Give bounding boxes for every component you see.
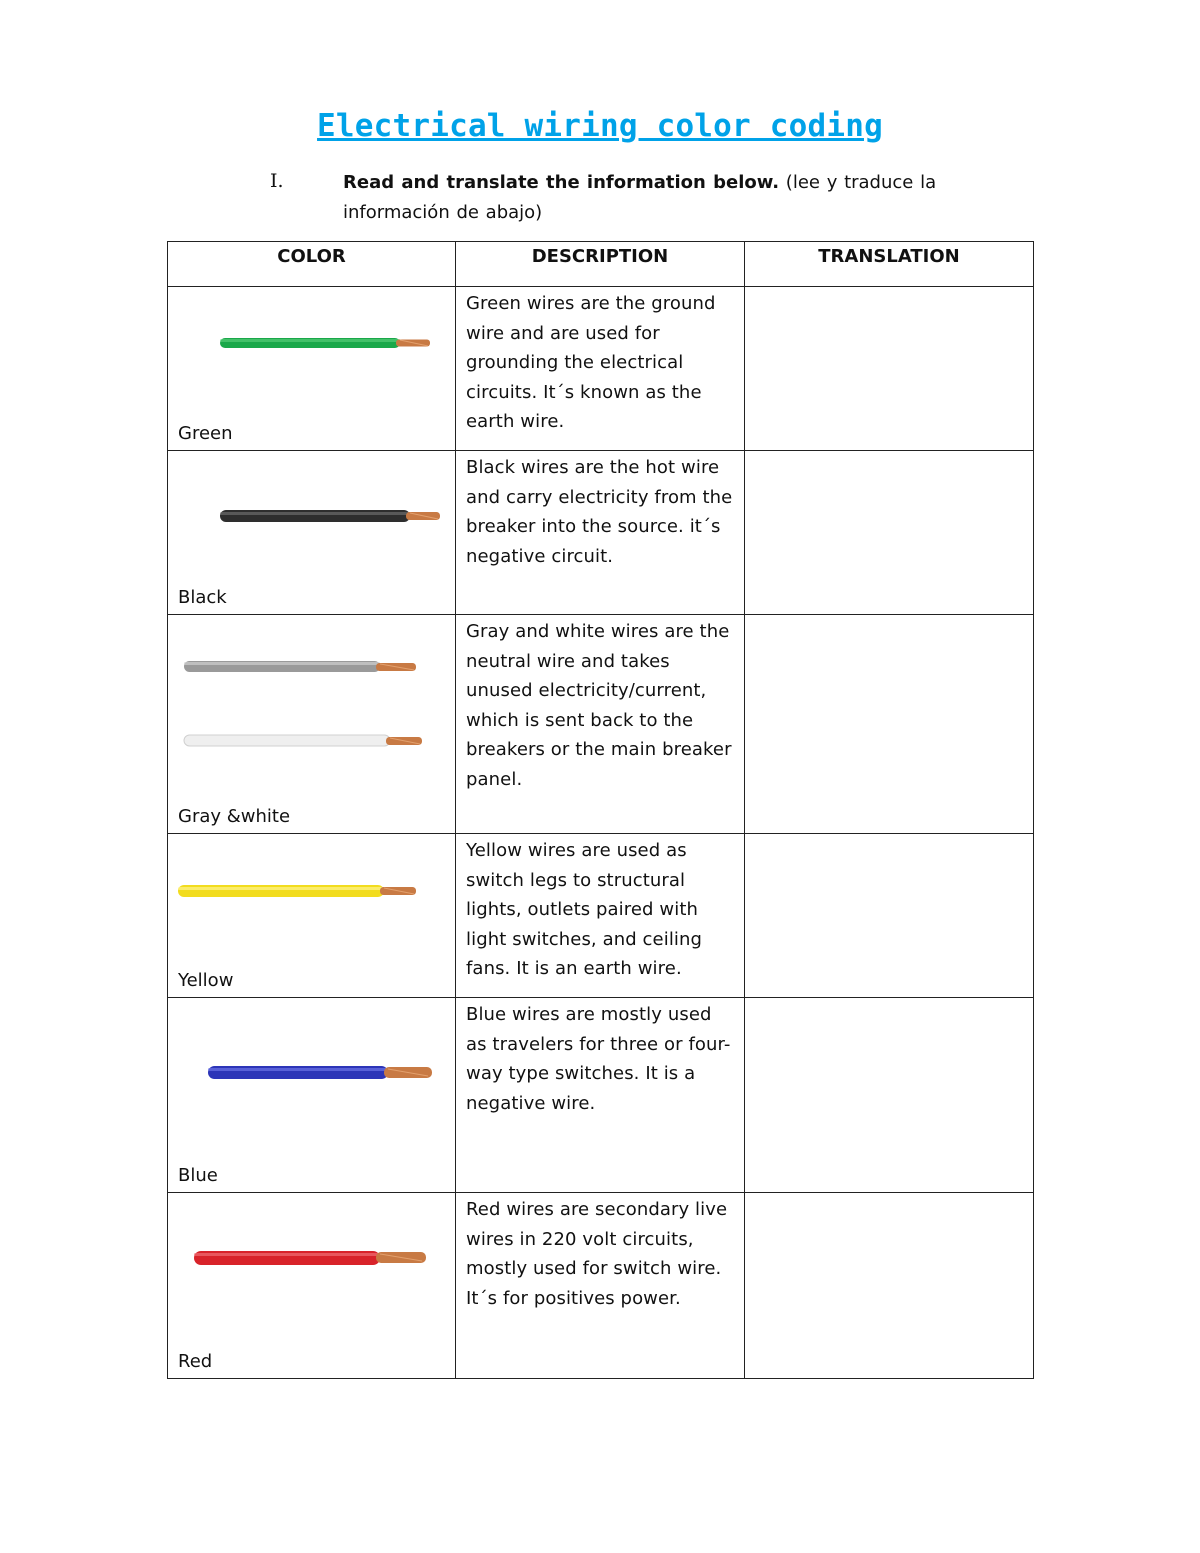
white-wire-image <box>182 731 428 751</box>
instruction-number: I. <box>270 170 284 192</box>
yellow-wire-image <box>176 882 420 900</box>
translation-cell[interactable] <box>745 451 1034 615</box>
gray-wire-image <box>182 657 422 677</box>
color-cell-blue <box>168 998 456 1193</box>
description-cell: Blue wires are mostly used as travelers for three or four-way type switches. It is a negative wire. <box>456 998 745 1193</box>
color-cell-black <box>168 451 456 615</box>
table-header-row <box>168 242 1034 287</box>
instruction-text <box>343 168 1033 228</box>
table-row <box>168 451 1034 615</box>
color-cell-yellow <box>168 834 456 998</box>
color-label: Blue <box>178 1165 218 1186</box>
color-label: Red <box>178 1351 213 1372</box>
translation-cell[interactable] <box>745 834 1034 998</box>
color-cell-green <box>168 287 456 451</box>
instruction-bold: Read and translate the information below. <box>343 172 780 193</box>
table-row <box>168 1193 1034 1379</box>
color-label: Green <box>178 423 233 444</box>
color-label: Gray &white <box>178 806 291 827</box>
table-row <box>168 615 1034 834</box>
translation-cell[interactable] <box>745 998 1034 1193</box>
description-cell: Gray and white wires are the neutral wire and takes unused electricity/current, which is sent back to the breakers or the main breaker panel. <box>456 615 745 834</box>
description-cell: Green wires are the ground wire and are used for grounding the electrical circuits. It´s known as the earth wire. <box>456 287 745 451</box>
translation-cell[interactable] <box>745 1193 1034 1379</box>
color-cell-gray-white <box>168 615 456 834</box>
instruction-spanish: (lee y traduce la información de abajo) <box>343 172 937 223</box>
description-cell: Red wires are secondary live wires in 220 volt circuits, mostly used for switch wire. It´s for positives power. <box>456 1193 745 1379</box>
description-cell: Black wires are the hot wire and carry electricity from the breaker into the source. it´s negative circuit. <box>456 451 745 615</box>
color-cell-red <box>168 1193 456 1379</box>
header-translation: TRANSLATION <box>745 242 1034 287</box>
table-row <box>168 834 1034 998</box>
table-row <box>168 998 1034 1193</box>
page-title: Electrical wiring color coding <box>317 108 883 144</box>
table-row <box>168 287 1034 451</box>
color-label: Black <box>178 587 227 608</box>
red-wire-image <box>192 1247 432 1269</box>
header-description: DESCRIPTION <box>456 242 745 287</box>
green-wire-image <box>218 335 434 351</box>
wiring-table <box>167 241 1034 1379</box>
color-label: Yellow <box>178 970 234 991</box>
translation-cell[interactable] <box>745 615 1034 834</box>
blue-wire-image <box>206 1062 438 1084</box>
black-wire-image <box>218 507 444 525</box>
translation-cell[interactable] <box>745 287 1034 451</box>
description-cell: Yellow wires are used as switch legs to structural lights, outlets paired with light switches, and ceiling fans. It is an earth wire. <box>456 834 745 998</box>
header-color: COLOR <box>168 242 456 287</box>
